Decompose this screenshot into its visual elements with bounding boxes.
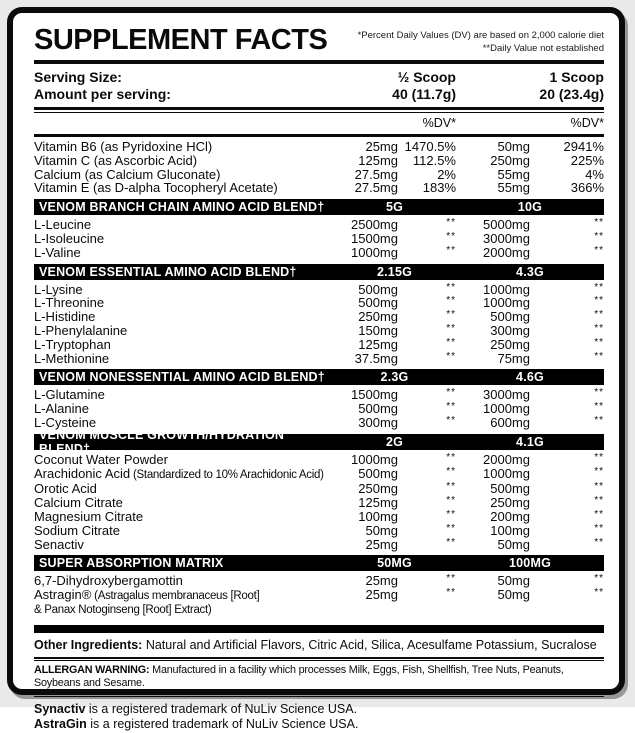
section-header-bar xyxy=(34,427,604,456)
half-scoop-header: ½ Scoop xyxy=(397,69,456,85)
dv-header-full: %DV* xyxy=(570,116,604,130)
amount-full-scoop: 50mg xyxy=(497,536,530,552)
amount-full-scoop: 50mg xyxy=(497,587,530,603)
ingredient-row xyxy=(34,496,604,510)
ingredient-name: L-Cysteine xyxy=(34,414,97,430)
ingredient-row xyxy=(34,482,604,496)
section-total-full-scoop: 100MG xyxy=(509,556,551,571)
ingredient-name: L-Methionine xyxy=(34,350,110,366)
ingredient-name: L-Valine xyxy=(34,244,81,260)
dv-half-scoop: ** xyxy=(446,309,456,321)
ingredient-name: L-Tryptophan xyxy=(34,336,111,352)
ingredient-row xyxy=(34,283,604,297)
amount-half-scoop: 100mg xyxy=(358,508,398,524)
section-title: SUPER ABSORPTION MATRIX xyxy=(39,556,224,571)
ingredient-row xyxy=(34,538,604,552)
ingredient-name: Astragin® xyxy=(34,587,92,603)
ingredient-name: Arachidonic Acid xyxy=(34,465,131,481)
trademark-text: is a registered trademark of NuLiv Science USA. xyxy=(86,717,359,732)
ingredient-name: Magnesium Citrate xyxy=(34,508,144,524)
ingredient-name: L-Glutamine xyxy=(34,387,105,403)
dv-full-scoop: ** xyxy=(594,495,604,507)
amount-half-scoop: 500mg xyxy=(358,295,398,311)
dv-half-scoop: ** xyxy=(446,451,456,463)
dv-full-scoop: 2941% xyxy=(563,139,604,154)
section-rows-group xyxy=(34,215,604,263)
dv-half-scoop: ** xyxy=(446,230,456,242)
amount-half-scoop: 150mg xyxy=(358,322,398,338)
dv-full-scoop: ** xyxy=(594,387,604,399)
footnote-not-established: **Daily Value not established xyxy=(482,43,604,54)
ingredient-row xyxy=(34,524,604,538)
amount-full-scoop: 1000mg xyxy=(483,295,530,311)
ingredient-row xyxy=(34,246,604,260)
footnote-percent-dv: *Percent Daily Values (DV) are based on 2,000 calorie diet xyxy=(357,30,604,41)
section-total-half-scoop: 50MG xyxy=(377,556,412,571)
dv-half-scoop: ** xyxy=(446,350,456,362)
amount-half-scoop: 1500mg xyxy=(351,230,398,246)
ingredient-row xyxy=(34,338,604,352)
ingredient-name-detail: (Standardized to 10% Arachidonic Acid) xyxy=(130,468,324,481)
ingredient-name: L-Phenylalanine xyxy=(34,322,128,338)
amount-full-scoop: 1000mg xyxy=(483,281,530,297)
ingredient-name: Coconut Water Powder xyxy=(34,451,168,467)
dv-header-half: %DV* xyxy=(422,116,456,130)
ingredient-name: L-Lysine xyxy=(34,281,83,297)
amount-half-scoop: 125mg xyxy=(358,495,398,511)
section-total-half-scoop: 2.3G xyxy=(380,370,409,385)
ingredient-row xyxy=(34,574,604,588)
section-title: VENOM MUSCLE GROWTH/HYDRATION BLEND† xyxy=(39,427,285,456)
section-total-full-scoop: 4.6G xyxy=(516,370,544,385)
page-title: SUPPLEMENT FACTS xyxy=(34,24,328,56)
ingredient-row xyxy=(34,154,604,168)
dv-full-scoop: ** xyxy=(594,230,604,242)
section-rows-group xyxy=(34,280,604,370)
section-total-full-scoop: 4.1G xyxy=(516,434,544,449)
full-scoop-amount: 20 (23.4g) xyxy=(539,86,604,102)
ingredient-row xyxy=(34,324,604,338)
section-total-half-scoop: 2.15G xyxy=(376,264,413,279)
dv-half-scoop: ** xyxy=(446,536,456,548)
ingredient-row xyxy=(34,453,604,467)
ingredient-name-detail: (Astragalus membranaceus [Root] xyxy=(91,590,260,603)
trademark-brand: AstraGin xyxy=(34,717,87,732)
ingredient-name-cell xyxy=(34,283,328,297)
full-scoop-header: 1 Scoop xyxy=(549,69,604,85)
ingredient-name: Senactiv xyxy=(34,536,84,552)
section-total-full-scoop: 10G xyxy=(517,200,543,215)
amount-half-scoop: 500mg xyxy=(358,281,398,297)
amount-full-scoop: 250mg xyxy=(490,495,530,511)
dv-half-scoop: 1470.5% xyxy=(404,139,456,154)
serving-full-scoop-column xyxy=(456,69,604,103)
trademark-brand: Synactiv xyxy=(34,701,86,716)
header xyxy=(34,25,604,55)
ingredient-name-cell xyxy=(34,154,328,168)
dv-full-scoop: ** xyxy=(594,281,604,293)
half-scoop-amount: 40 (11.7g) xyxy=(392,86,456,102)
amount-full-scoop: 3000mg xyxy=(483,230,530,246)
ingredient-name-cell xyxy=(34,496,328,510)
amount-full-scoop: 55mg xyxy=(497,180,530,196)
amount-full-scoop: 100mg xyxy=(490,522,530,538)
dv-full-scoop: ** xyxy=(594,414,604,426)
ingredient-name: Vitamin E (as D-alpha Tocopheryl Acetate) xyxy=(34,180,278,196)
section-header-bar xyxy=(34,264,604,280)
dv-half-scoop: ** xyxy=(446,244,456,256)
allergen-warning-text: Manufactured in a facility which processes Milk, Eggs, Fish, Shellfish, Tree Nuts, Peanuts, Soybeans and Sesame. xyxy=(34,663,564,689)
dv-full-scoop: ** xyxy=(594,295,604,307)
dv-half-scoop: ** xyxy=(446,281,456,293)
dv-header-row xyxy=(34,113,604,134)
amount-half-scoop: 125mg xyxy=(358,336,398,352)
dv-full-scoop: ** xyxy=(594,336,604,348)
amount-half-scoop: 1500mg xyxy=(351,387,398,403)
supplement-facts-label xyxy=(7,7,625,732)
amount-full-scoop: 250mg xyxy=(490,152,530,168)
dv-full-scoop: 4% xyxy=(585,166,604,182)
ingredient-name-cell xyxy=(34,538,328,552)
ingredient-name: Sodium Citrate xyxy=(34,522,120,538)
dv-half-scoop: ** xyxy=(446,217,456,229)
dv-full-scoop: ** xyxy=(594,322,604,334)
amount-full-scoop: 1000mg xyxy=(483,401,530,417)
divider-thick-bottom xyxy=(34,625,604,633)
section-header-bar xyxy=(34,199,604,215)
ingredient-row xyxy=(34,510,604,524)
amount-half-scoop: 27.5mg xyxy=(354,166,398,182)
amount-full-scoop: 200mg xyxy=(490,508,530,524)
dv-half-scoop: ** xyxy=(446,587,456,599)
ingredient-name-cell xyxy=(34,338,328,352)
ingredient-name: L-Histidine xyxy=(34,309,96,325)
ingredient-name-cell xyxy=(34,324,328,338)
serving-labels xyxy=(34,69,328,103)
section-total-half-scoop: 5G xyxy=(385,200,404,215)
ingredient-name-cell xyxy=(34,388,328,402)
ingredient-name: 6,7-Dihydroxybergamottin xyxy=(34,573,183,589)
amount-half-scoop: 25mg xyxy=(365,587,398,603)
ingredient-row xyxy=(34,296,604,310)
ingredient-name-cell xyxy=(34,510,328,524)
dv-full-scoop: ** xyxy=(594,522,604,534)
amount-per-serving-label: Amount per serving: xyxy=(34,86,171,102)
ingredient-row xyxy=(34,588,604,618)
amount-full-scoop: 50mg xyxy=(497,139,530,154)
ingredient-row xyxy=(34,140,604,154)
ingredient-row xyxy=(34,181,604,195)
dv-half-scoop: ** xyxy=(446,481,456,493)
amount-full-scoop: 2000mg xyxy=(483,451,530,467)
blend-sections xyxy=(34,199,604,622)
trademark-synactiv xyxy=(34,702,604,718)
dv-full-scoop: ** xyxy=(594,508,604,520)
section-title: VENOM ESSENTIAL AMINO ACID BLEND† xyxy=(39,264,297,279)
ingredient-name: Calcium (as Calcium Gluconate) xyxy=(34,166,221,182)
ingredient-name-cell xyxy=(34,402,328,416)
amount-half-scoop: 25mg xyxy=(365,536,398,552)
vitamins-group xyxy=(34,137,604,199)
serving-half-scoop-column xyxy=(328,69,456,103)
ingredient-name-cell xyxy=(34,524,328,538)
section-header-bar xyxy=(34,555,604,571)
other-ingredients xyxy=(34,633,604,657)
trademark-text: is a registered trademark of NuLiv Science USA. xyxy=(85,701,358,716)
dv-full-scoop: ** xyxy=(594,451,604,463)
section-title: VENOM BRANCH CHAIN AMINO ACID BLEND† xyxy=(39,200,325,215)
section-rows-group xyxy=(34,571,604,621)
section-total-half-scoop: 2G xyxy=(385,434,404,449)
amount-half-scoop: 250mg xyxy=(358,481,398,497)
amount-full-scoop: 300mg xyxy=(490,322,530,338)
ingredient-name-cell xyxy=(34,296,328,310)
amount-full-scoop: 1000mg xyxy=(483,465,530,481)
dv-half-scoop: ** xyxy=(446,322,456,334)
ingredient-row xyxy=(34,232,604,246)
dv-half-scoop: ** xyxy=(446,508,456,520)
ingredient-row xyxy=(34,467,604,483)
amount-half-scoop: 500mg xyxy=(358,401,398,417)
amount-half-scoop: 125mg xyxy=(358,152,398,168)
other-ingredients-label: Other Ingredients: xyxy=(34,637,143,652)
amount-half-scoop: 2500mg xyxy=(351,217,398,233)
other-ingredients-text: Natural and Artificial Flavors, Citric Acid, Silica, Acesulfame Potassium, Sucralose xyxy=(142,637,597,652)
serving-block xyxy=(34,64,604,107)
dv-half-scoop: 112.5% xyxy=(412,152,456,168)
ingredient-name-cell xyxy=(34,352,328,366)
amount-half-scoop: 25mg xyxy=(365,139,398,154)
dv-half-scoop: ** xyxy=(446,465,456,477)
ingredient-row xyxy=(34,402,604,416)
dv-full-scoop: ** xyxy=(594,350,604,362)
ingredient-name: Calcium Citrate xyxy=(34,495,123,511)
dv-half-scoop: ** xyxy=(446,573,456,585)
amount-full-scoop: 3000mg xyxy=(483,387,530,403)
section-rows-group xyxy=(34,385,604,433)
amount-full-scoop: 2000mg xyxy=(483,244,530,260)
dv-half-scoop: ** xyxy=(446,387,456,399)
ingredient-name-cell xyxy=(34,574,328,588)
ingredient-name: L-Threonine xyxy=(34,295,105,311)
amount-full-scoop: 500mg xyxy=(490,481,530,497)
ingredient-name-cell xyxy=(34,218,328,232)
amount-half-scoop: 250mg xyxy=(358,309,398,325)
dv-full-scoop: ** xyxy=(594,217,604,229)
ingredient-row xyxy=(34,310,604,324)
ingredient-name: L-Isoleucine xyxy=(34,230,105,246)
ingredient-name-cell xyxy=(34,232,328,246)
ingredient-name: L-Leucine xyxy=(34,217,92,233)
dv-full-scoop: ** xyxy=(594,536,604,548)
section-header-bar xyxy=(34,369,604,385)
ingredient-name-cell xyxy=(34,453,328,467)
dv-full-scoop: ** xyxy=(594,587,604,599)
allergen-warning xyxy=(34,661,604,693)
allergen-warning-label: ALLERGAN WARNING: xyxy=(34,663,150,676)
amount-half-scoop: 300mg xyxy=(358,414,398,430)
dv-half-scoop: ** xyxy=(446,495,456,507)
amount-full-scoop: 500mg xyxy=(490,309,530,325)
dv-half-scoop: ** xyxy=(446,522,456,534)
amount-half-scoop: 1000mg xyxy=(351,451,398,467)
dv-half-scoop: ** xyxy=(446,295,456,307)
amount-half-scoop: 50mg xyxy=(365,522,398,538)
ingredient-name-cell xyxy=(34,482,328,496)
amount-full-scoop: 55mg xyxy=(497,166,530,182)
section-title: VENOM NONESSENTIAL AMINO ACID BLEND† xyxy=(39,370,325,385)
section-rows-group xyxy=(34,450,604,556)
dv-half-scoop: ** xyxy=(446,414,456,426)
ingredient-row xyxy=(34,352,604,366)
ingredient-row xyxy=(34,388,604,402)
amount-full-scoop: 50mg xyxy=(497,573,530,589)
dv-full-scoop: ** xyxy=(594,401,604,413)
amount-full-scoop: 250mg xyxy=(490,336,530,352)
amount-half-scoop: 500mg xyxy=(358,465,398,481)
amount-half-scoop: 37.5mg xyxy=(354,350,398,366)
dv-half-scoop: 2% xyxy=(437,166,456,182)
dv-full-scoop: ** xyxy=(594,244,604,256)
dv-full-scoop: ** xyxy=(594,573,604,585)
ingredient-row xyxy=(34,218,604,232)
ingredient-name: Vitamin B6 (as Pyridoxine HCl) xyxy=(34,139,213,154)
dv-half-scoop: ** xyxy=(446,336,456,348)
amount-half-scoop: 27.5mg xyxy=(354,180,398,196)
dv-full-scoop: ** xyxy=(594,309,604,321)
amount-full-scoop: 600mg xyxy=(490,414,530,430)
section-total-full-scoop: 4.3G xyxy=(516,264,544,279)
trademark-block xyxy=(34,697,604,733)
ingredient-name-cell xyxy=(34,246,328,260)
ingredient-name: L-Alanine xyxy=(34,401,89,417)
dv-full-scoop: ** xyxy=(594,465,604,477)
dv-half-scoop: 183% xyxy=(422,180,456,196)
ingredient-name: Vitamin C (as Ascorbic Acid) xyxy=(34,152,198,168)
dv-half-scoop: ** xyxy=(446,401,456,413)
ingredient-name-cell xyxy=(34,310,328,324)
ingredient-name-cell xyxy=(34,588,328,618)
ingredient-name-detail-line2: & Panax Notoginseng [Root] Extract) xyxy=(34,603,212,616)
ingredient-row xyxy=(34,168,604,182)
dv-full-scoop: 225% xyxy=(570,152,604,168)
ingredient-name-cell xyxy=(34,467,328,483)
amount-half-scoop: 1000mg xyxy=(351,244,398,260)
amount-half-scoop: 25mg xyxy=(365,573,398,589)
trademark-astragin xyxy=(34,717,604,733)
ingredient-name-cell xyxy=(34,168,328,182)
dv-full-scoop: 366% xyxy=(570,180,604,196)
dv-footnotes xyxy=(358,25,604,55)
dv-full-scoop: ** xyxy=(594,481,604,493)
ingredient-name: Orotic Acid xyxy=(34,481,97,497)
amount-full-scoop: 5000mg xyxy=(483,217,530,233)
ingredient-name-cell xyxy=(34,140,328,154)
serving-size-label: Serving Size: xyxy=(34,69,122,85)
amount-full-scoop: 75mg xyxy=(497,350,530,366)
ingredient-name-cell xyxy=(34,181,328,195)
